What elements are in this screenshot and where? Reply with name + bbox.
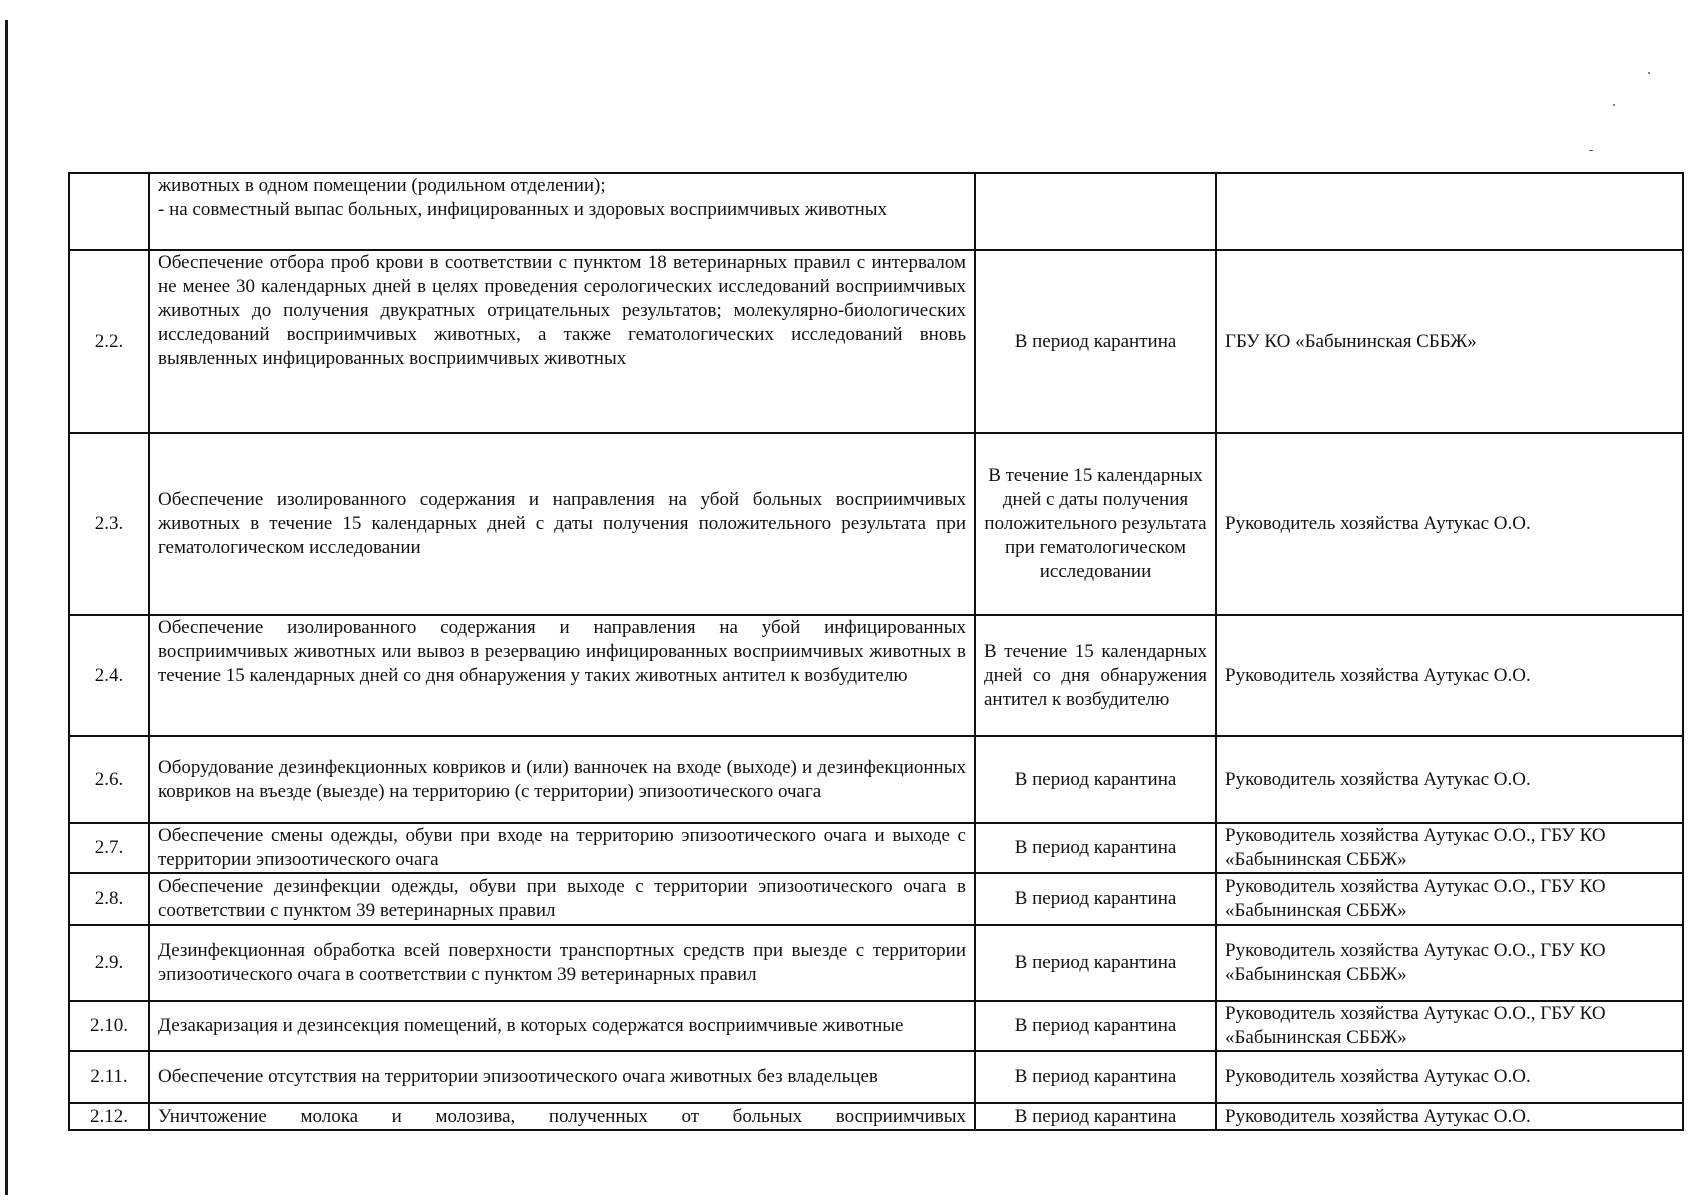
row-term: В период карантина (975, 1103, 1216, 1130)
row-description: Оборудование дезинфекционных ковриков и (или) ванночек на входе (выходе) и дезинфекционных ковриков на въезде (выезде) на территорию (с территории) эпизоотического очага (149, 736, 975, 823)
table-row (69, 1103, 1683, 1130)
row-number (69, 173, 149, 250)
row-number: 2.2. (69, 250, 149, 433)
row-number: 2.8. (69, 873, 149, 925)
row-responsible: Руководитель хозяйства Аутукас О.О. (1216, 1051, 1683, 1103)
row-term: В период карантина (975, 925, 1216, 1001)
row-description: Обеспечение отбора проб крови в соответствии с пунктом 18 ветеринарных правил с интервалом не менее 30 календарных дней в целях проведения серологических исследований восприимчивых животных до получения двукратных отрицательных результатов; молекулярно-биологических исследований восприимчивых животных, а также гематологических исследований вновь выявленных инфицированных восприимчивых животных (149, 250, 975, 433)
row-responsible: Руководитель хозяйства Аутукас О.О. (1216, 1103, 1683, 1130)
row-description: Уничтожение молока и молозива, полученных от больных восприимчивых (149, 1103, 975, 1130)
table-row (69, 823, 1683, 873)
table-row (69, 873, 1683, 925)
row-number: 2.10. (69, 1001, 149, 1051)
scan-speck (1648, 72, 1650, 74)
row-term (975, 173, 1216, 250)
table-row (69, 615, 1683, 736)
row-responsible: Руководитель хозяйства Аутукас О.О., ГБУ КО «Бабынинская СББЖ» (1216, 925, 1683, 1001)
table-row (69, 250, 1683, 433)
scan-speck (1589, 150, 1593, 151)
row-description: Обеспечение изолированного содержания и направления на убой инфицированных восприимчивых животных или вывоз в резервацию инфицированных восприимчивых животных в течение 15 календарных дней со дня обнаружения у таких животных антител к возбудителю (149, 615, 975, 736)
row-term: В течение 15 календарных дней со дня обнаружения антител к возбудителю (975, 615, 1216, 736)
row-description: Обеспечение отсутствия на территории эпизоотического очага животных без владельцев (149, 1051, 975, 1103)
row-responsible: Руководитель хозяйства Аутукас О.О. (1216, 615, 1683, 736)
row-term: В период карантина (975, 1001, 1216, 1051)
row-number: 2.3. (69, 433, 149, 615)
row-term: В период карантина (975, 873, 1216, 925)
row-number: 2.9. (69, 925, 149, 1001)
row-description: Дезакаризация и дезинсекция помещений, в которых содержатся восприимчивые животные (149, 1001, 975, 1051)
row-description: Дезинфекционная обработка всей поверхности транспортных средств при выезде с территории эпизоотического очага в соответствии с пунктом 39 ветеринарных правил (149, 925, 975, 1001)
row-description-line: - на совместный выпас больных, инфицированных и здоровых восприимчивых животных (158, 199, 888, 220)
row-responsible: Руководитель хозяйства Аутукас О.О. (1216, 433, 1683, 615)
scan-edge-line (5, 20, 8, 1195)
row-responsible: ГБУ КО «Бабынинская СББЖ» (1216, 250, 1683, 433)
scan-speck (1613, 104, 1615, 106)
row-responsible: Руководитель хозяйства Аутукас О.О. (1216, 736, 1683, 823)
row-term: В период карантина (975, 1051, 1216, 1103)
row-responsible: Руководитель хозяйства Аутукас О.О., ГБУ КО «Бабынинская СББЖ» (1216, 873, 1683, 925)
row-number: 2.11. (69, 1051, 149, 1103)
measures-table (68, 172, 1684, 1131)
row-responsible (1216, 173, 1683, 250)
row-number: 2.12. (69, 1103, 149, 1130)
row-description (149, 173, 975, 250)
table-row (69, 736, 1683, 823)
row-term: В период карантина (975, 736, 1216, 823)
row-description: Обеспечение смены одежды, обуви при входе на территорию эпизоотического очага и выходе с территории эпизоотического очага (149, 823, 975, 873)
table-row (69, 173, 1683, 250)
row-term: В период карантина (975, 250, 1216, 433)
table-row (69, 433, 1683, 615)
row-number: 2.7. (69, 823, 149, 873)
table-row (69, 1051, 1683, 1103)
row-description: Обеспечение изолированного содержания и направления на убой больных восприимчивых животных в течение 15 календарных дней с даты получения положительного результата при гематологическом исследовании (149, 433, 975, 615)
row-number: 2.6. (69, 736, 149, 823)
row-number: 2.4. (69, 615, 149, 736)
row-responsible: Руководитель хозяйства Аутукас О.О., ГБУ КО «Бабынинская СББЖ» (1216, 823, 1683, 873)
table-row (69, 1001, 1683, 1051)
row-responsible: Руководитель хозяйства Аутукас О.О., ГБУ КО «Бабынинская СББЖ» (1216, 1001, 1683, 1051)
row-term: В период карантина (975, 823, 1216, 873)
row-description-line: животных в одном помещении (родильном отделении); (158, 175, 606, 196)
table-row (69, 925, 1683, 1001)
row-description: Обеспечение дезинфекции одежды, обуви при выходе с территории эпизоотического очага в соответствии с пунктом 39 ветеринарных правил (149, 873, 975, 925)
row-term: В течение 15 календарных дней с даты получения положительного результата при гематологическом исследовании (975, 433, 1216, 615)
